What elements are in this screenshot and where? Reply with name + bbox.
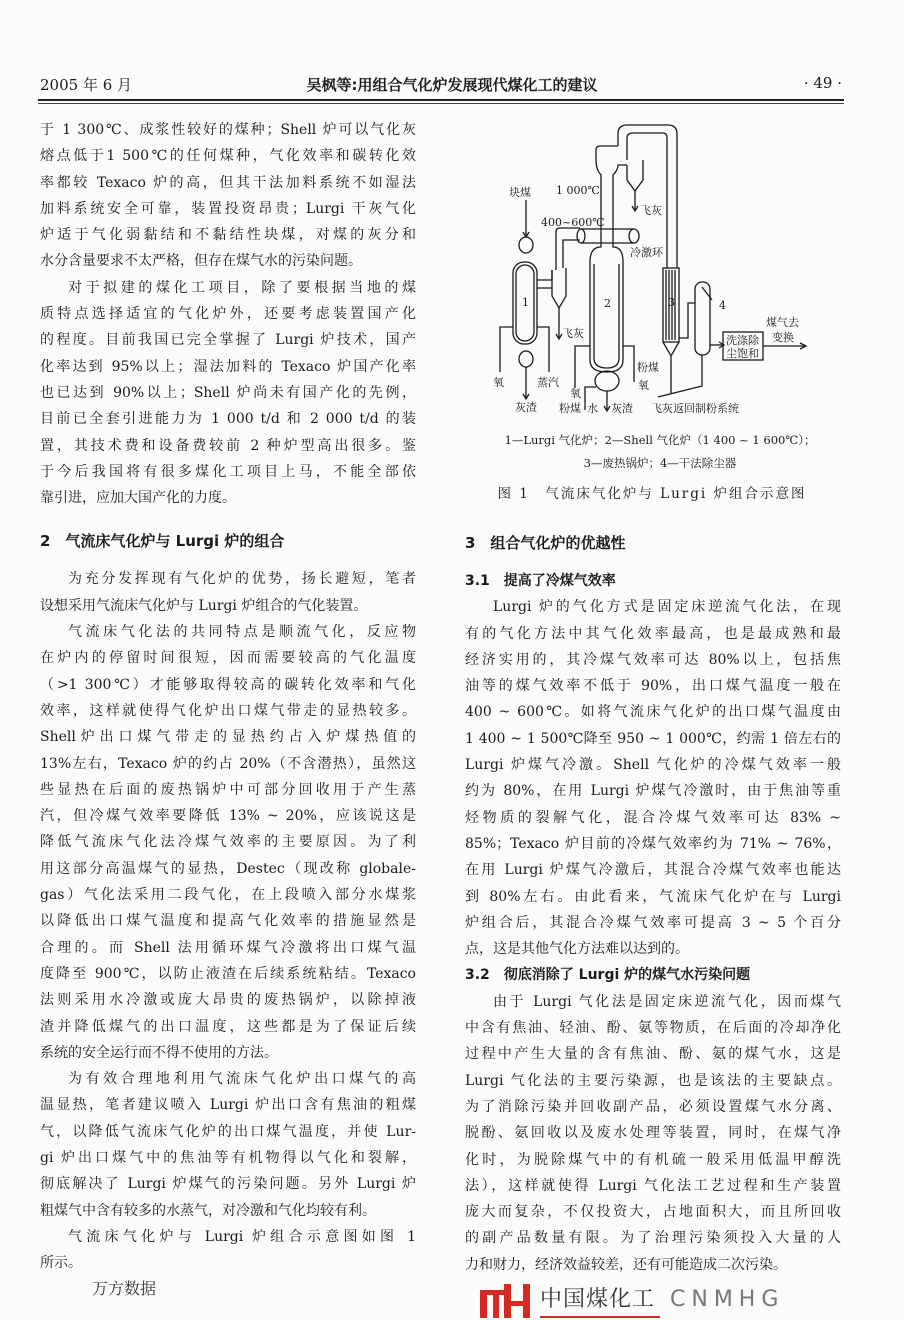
- label-ash-bottom: 灰渣: [611, 402, 633, 415]
- text-line: 对于拟建的煤化工项目，除了要根据当地的煤: [68, 279, 416, 296]
- text-line: gas）气化法采用二段气化，在上段喷入部分水煤浆: [40, 887, 416, 904]
- text-line: 气流床气化炉与 Lurgi 炉组合示意图如图 1: [68, 1228, 416, 1245]
- text-line: 加料系统安全可靠，装置投资昂贵；Lurgi 干灰气化: [40, 200, 416, 217]
- text-line: gi 炉出口煤气中的焦油等有机物得以气化和裂解，: [40, 1149, 416, 1166]
- text-line: 400 ~ 600℃。如将气流床气化炉的出口煤气温度由: [465, 704, 841, 721]
- text-line: 脱酚、氨回收以及废水处理等装置，同时，在煤气净: [465, 1125, 841, 1142]
- label-ash-left: 灰渣: [515, 401, 537, 414]
- paragraph: [40, 566, 416, 619]
- label-fly-ash-left: 飞灰: [562, 327, 584, 340]
- text-line: 温显热，笔者建议喷入 Lurgi 炉出口含有焦油的粗煤: [40, 1097, 416, 1114]
- text-line: 在用 Lurgi 炉煤气冷激后，其混合冷煤气效率也能达: [465, 862, 841, 879]
- label-gas-to-shift-1: 煤气去: [766, 316, 799, 329]
- label-fly-ash-top: 飞灰: [640, 204, 662, 217]
- cyclone-1: [552, 268, 566, 308]
- text-line: 化时，为脱除煤气中的有机硫一般采用低温甲醇洗: [465, 1151, 841, 1168]
- watermark-cn-text: 中国煤化工: [540, 1287, 656, 1312]
- text-line: Shell炉出口煤气带走的显热约占入炉煤热值的: [40, 729, 416, 746]
- paragraph: [40, 1066, 416, 1224]
- text-line: 由于 Lurgi 气化法是固定床逆流气化，因而煤气: [493, 993, 841, 1010]
- text-line: 于 1 300℃、成浆性较好的煤种；Shell 炉可以气化灰: [40, 122, 416, 138]
- text-line: Lurgi 气化法的主要污染源，也是该法的主要缺点。: [465, 1072, 841, 1089]
- label-gas-to-shift-2: 变换: [772, 331, 794, 344]
- text-line: 在炉内的停留时间很短，因而需要较高的气化温度: [40, 650, 416, 667]
- dry-dust-collector: [695, 282, 710, 355]
- page-number: · 49 ·: [803, 74, 842, 92]
- text-line: 法），这样就使得 Lurgi 气化法工艺过程和生产装置: [465, 1177, 841, 1194]
- text-line: 质特点选择适宜的气化炉外，还要考虑装置国产化: [40, 306, 416, 323]
- text-line: 渣并降低煤气的出口温度，这些都是为了保证后续: [40, 1018, 416, 1035]
- figure-1-diagram: [0, 0, 904, 520]
- label-lump-coal: 块煤: [509, 186, 531, 199]
- database-watermark: 万方数据: [92, 1279, 157, 1298]
- quench-ring: [577, 229, 585, 243]
- watermark-en-text: CNMHG: [670, 1287, 785, 1312]
- text-line: 降低气流床气化法冷煤气效率的主要原因。为了利: [40, 834, 416, 851]
- text-line: 过程中产生大量的含有焦油、酚、氨的煤气水，这是: [465, 1046, 841, 1063]
- text-line: 合理的。而 Shell 法用循环煤气冷激将出口煤气温: [40, 939, 416, 956]
- text-line: 庞大而复杂，不仅投资大，占地面积大，而且所回收: [465, 1204, 841, 1221]
- text-line: （>1 300℃）才能够取得较高的碳转化效率和气化: [40, 676, 416, 693]
- label-water: 水: [587, 402, 598, 415]
- text-line: 粗煤气中含有较多的水蒸气，对冷激和气化均较有利。: [40, 1202, 376, 1219]
- text-line: 的副产品数量有限。为了治理污染须投入大量的人: [465, 1230, 841, 1247]
- paragraph: [465, 989, 841, 1278]
- label-wash-1: 洗涤除: [726, 334, 759, 347]
- text-line: 所示。: [40, 1255, 82, 1272]
- lock-hopper-top: [519, 237, 533, 253]
- text-line: 置，其技术费和设备费较前 2 种炉型高出很多。鉴: [40, 437, 416, 454]
- watermark-divider: [540, 1316, 660, 1318]
- text-line: 的程度。目前我国已完全掌握了 Lurgi 炉技术，国产: [40, 332, 416, 349]
- label-n2: 2: [604, 297, 611, 310]
- label-pulverized-coal-right: 粉煤: [637, 361, 659, 374]
- text-line: 为了消除污染并回收副产品，必须设置煤气水分离、: [465, 1098, 841, 1115]
- text-line: 率都较 Texaco 炉的高，但其干法加料系统不如湿法: [40, 174, 416, 191]
- text-line: 为有效合理地利用气流床气化炉出口煤气的高: [68, 1071, 416, 1088]
- label-temp-1000: 1 000℃: [556, 184, 600, 197]
- text-line: 于今后我国将有很多煤化工项目上马，不能全部依: [40, 463, 416, 480]
- lock-hopper-bottom: [519, 351, 533, 367]
- text-line: 到 80%左右。由此看来，气流床气化炉在与 Lurgi: [465, 888, 841, 905]
- section-heading: 2 气流床气化炉与 Lurgi 炉的组合: [40, 532, 285, 551]
- text-line: 气，以降低气流床气化炉的出口煤气温度，并使 Lur-: [40, 1123, 416, 1140]
- text-line: 力和财力，经济效益较差，还有可能造成二次污染。: [465, 1256, 787, 1273]
- text-line: 以降低出口煤气温度和提高气化效率的措施显然是: [40, 913, 416, 930]
- text-line: 熔点低于1 500℃的任何煤种，气化效率和碳转化效: [40, 148, 416, 165]
- text-line: Lurgi 炉煤气冷激。Shell 气化炉的冷煤气效率一般: [465, 757, 841, 774]
- text-line: 为充分发挥现有气化炉的优势，扬长避短，笔者: [68, 571, 416, 588]
- text-line: 经济实用的，其冷煤气效率可达 80%以上，包括焦: [465, 651, 841, 668]
- text-line: 炉适于气化弱黏结和不黏结性块煤，对煤的灰分和: [40, 227, 416, 244]
- figure-legend-line-1: 1—Lurgi 气化炉；2—Shell 气化炉（1 400 ~ 1 600℃）；: [504, 433, 816, 447]
- text-line: 13%左右，Texaco 炉的约占 20%（不含潜热），虽然这: [40, 755, 416, 772]
- label-oxygen-right: 氧: [638, 379, 649, 392]
- text-line: 法则采用水冷激或庞大昂贵的废热锅炉，以除掉液: [40, 992, 416, 1009]
- text-line: 效率，这样就使得气化炉出口煤气带走的显热较多。: [40, 702, 416, 719]
- text-line: 汽，但冷煤气效率要降低 13% ~ 20%，应该说这是: [40, 808, 416, 825]
- text-line: 烃物质的裂解气化，混合冷煤气效率可达 83% ~: [465, 809, 841, 826]
- text-line: Lurgi 炉的气化方式是固定床逆流气化法，在现: [493, 599, 841, 616]
- text-line: 用这部分高温煤气的显热，Destec（现改称 globale-: [40, 860, 416, 877]
- issue-date: 2005 年 6 月: [40, 76, 133, 94]
- running-title: 吴枫等:用组合气化炉发展现代煤化工的建议: [306, 76, 598, 94]
- text-line: 些显热在后面的废热锅炉中可部分回收用于产生蒸: [40, 781, 416, 798]
- subsection-heading: 3.1 提高了冷煤气效率: [465, 573, 616, 589]
- label-pulverized-coal-bottom: 粉煤: [559, 402, 581, 415]
- cnmhg-watermark-logo: [480, 1284, 840, 1318]
- slag-bath: [595, 371, 619, 391]
- subsection-heading: 3.2 彻底消除了 Lurgi 炉的煤气水污染问题: [465, 967, 751, 984]
- text-line: 有的气化方法中其气化效率最高，也是最成熟和最: [465, 625, 841, 642]
- text-line: 1 400 ~ 1 500℃降至 950 ~ 1 000℃，约需 1 倍左右的: [465, 730, 841, 747]
- label-oxygen-bottom: 氧: [570, 387, 581, 400]
- label-oxygen-left: 氧: [493, 376, 504, 389]
- text-line: 化率达到 95%以上；湿法加料的 Texaco 炉国产化率: [40, 358, 416, 375]
- section-heading: 3 组合气化炉的优越性: [465, 534, 626, 552]
- right-column: [465, 530, 841, 1278]
- label-steam: 蒸汽: [537, 376, 559, 389]
- text-line: 气流床气化法的共同特点是顺流气化，反应物: [68, 624, 416, 641]
- text-line: 水分含量要求不太严格，但存在煤气水的污染问题。: [40, 253, 362, 270]
- text-line: 炉组合后，其混合冷煤气效率可提高 3 ~ 5 个百分: [465, 914, 841, 931]
- label-quench-ring: 冷激环: [630, 246, 663, 259]
- text-line: 中含有焦油、轻油、酚、氨等物质，在后面的冷却净化: [465, 1020, 841, 1037]
- text-line: 油等的煤气效率不低于 90%，出口煤气温度一般在: [465, 678, 841, 695]
- label-n3: 3: [668, 296, 675, 309]
- label-wash-2: 尘饱和: [726, 347, 759, 360]
- paragraph: [40, 619, 416, 1066]
- cyclone-2: [627, 160, 643, 191]
- text-line: 85%；Texaco 炉目前的冷煤气效率约为 71% ~ 76%，: [465, 835, 841, 852]
- label-n4: 4: [719, 299, 726, 312]
- text-line: 也已达到 90%以上；Shell 炉尚未有国产化的先例，: [40, 384, 416, 401]
- label-n1: 1: [522, 296, 529, 309]
- shell-gasifier-vessel: [590, 146, 627, 262]
- figure-caption: 图 1 气流床气化炉与 Lurgi 炉组合示意图: [497, 486, 807, 502]
- text-line: 设想采用气流床气化炉与 Lurgi 炉组合的气化装置。: [40, 597, 368, 614]
- text-line: 靠引进，应加大国产化的力度。: [40, 490, 236, 507]
- paragraph: [40, 1224, 416, 1277]
- text-line: 度降至 900℃，以防止液渣在后续系统粘结。Texaco: [40, 965, 416, 982]
- paragraph: [465, 594, 841, 962]
- text-line: 系统的安全运行而不得不使用的方法。: [40, 1044, 278, 1061]
- text-line: 点，这是其他气化方法难以达到的。: [465, 941, 689, 958]
- text-line: 目前已全套引进能力为 1 000 t/d 和 2 000 t/d 的装: [40, 411, 416, 428]
- text-line: 彻底解决了 Lurgi 炉煤气的污染问题。另外 Lurgi 炉: [40, 1176, 416, 1193]
- figure-legend-line-2: 3—废热锅炉；4—干法除尘器: [583, 456, 737, 470]
- label-fly-ash-return: 飞灰返回制粉系统: [651, 402, 739, 415]
- text-line: 约为 80%，在用 Lurgi 炉煤气冷激时，由于焦油等重: [465, 783, 841, 800]
- label-temp-400-600: 400~600℃: [541, 216, 605, 229]
